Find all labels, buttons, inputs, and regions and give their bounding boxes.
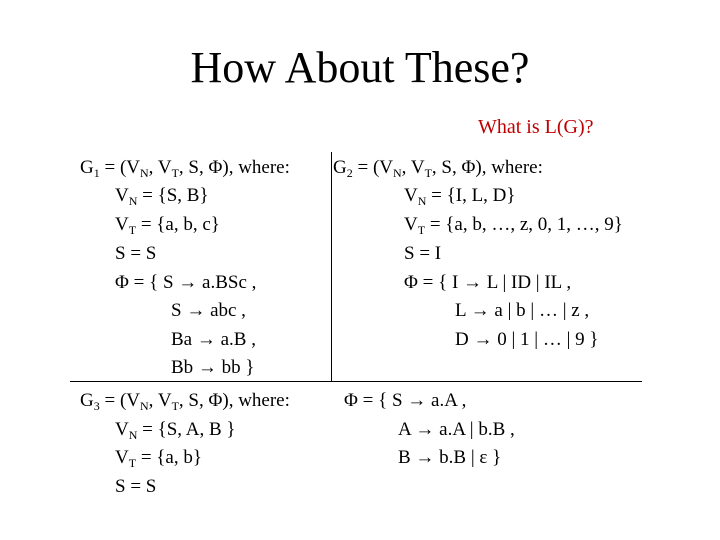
g2-rule-1: Φ = { I → L | ID | IL , [404, 272, 572, 293]
column-divider [331, 152, 332, 382]
g1-rule-3: Ba → a.B , [171, 329, 256, 350]
g2-rule-3: D → 0 | 1 | … | 9 } [455, 329, 599, 350]
g1-start-symbol: S = S [115, 243, 157, 264]
g3-rule-3: B → b.B | ε } [398, 447, 502, 468]
g2-nonterminals: $V_N = \{I$, L, D} [404, 185, 516, 208]
g1-terminals: $V_T = \{a$, b, c} [115, 214, 220, 237]
g1-rule-2: S → abc , [171, 300, 246, 321]
g1-nonterminals: $V_N = \{S$, B} [115, 185, 209, 208]
g3-rule-1: Φ = { S → a.A , [344, 390, 467, 411]
g3-start-symbol: S = S [115, 476, 157, 497]
question-text: What is L(G)? [478, 116, 594, 138]
g2-terminals: $V_T = \{a$, b, …, z, 0, 1, …, 9} [404, 214, 623, 237]
g3-nonterminals: $V_N = \{S$, A, B } [115, 419, 236, 442]
g1-rule-1: Φ = { S → a.BSc , [115, 272, 257, 293]
g2-rule-2: L → a | b | … | z , [455, 300, 590, 321]
g3-terminals: $V_T = \{a$, b} [115, 447, 202, 470]
g3-definition: $G_3 = (V_N$, $V_T$, S, Φ), where: [80, 390, 290, 413]
slide-title: How About These? [190, 43, 530, 92]
g3-rule-2: A → a.A | b.B , [398, 419, 515, 440]
g2-definition: $G_2 = (V_N$, $V_T$, S, Φ), where: [333, 157, 543, 180]
g2-start-symbol: S = I [404, 243, 442, 264]
row-divider [70, 381, 642, 382]
g1-rule-4: Bb → bb } [171, 357, 255, 378]
g1-definition: $G_1 = (V_N$, $V_T$, S, Φ), where: [80, 157, 290, 180]
